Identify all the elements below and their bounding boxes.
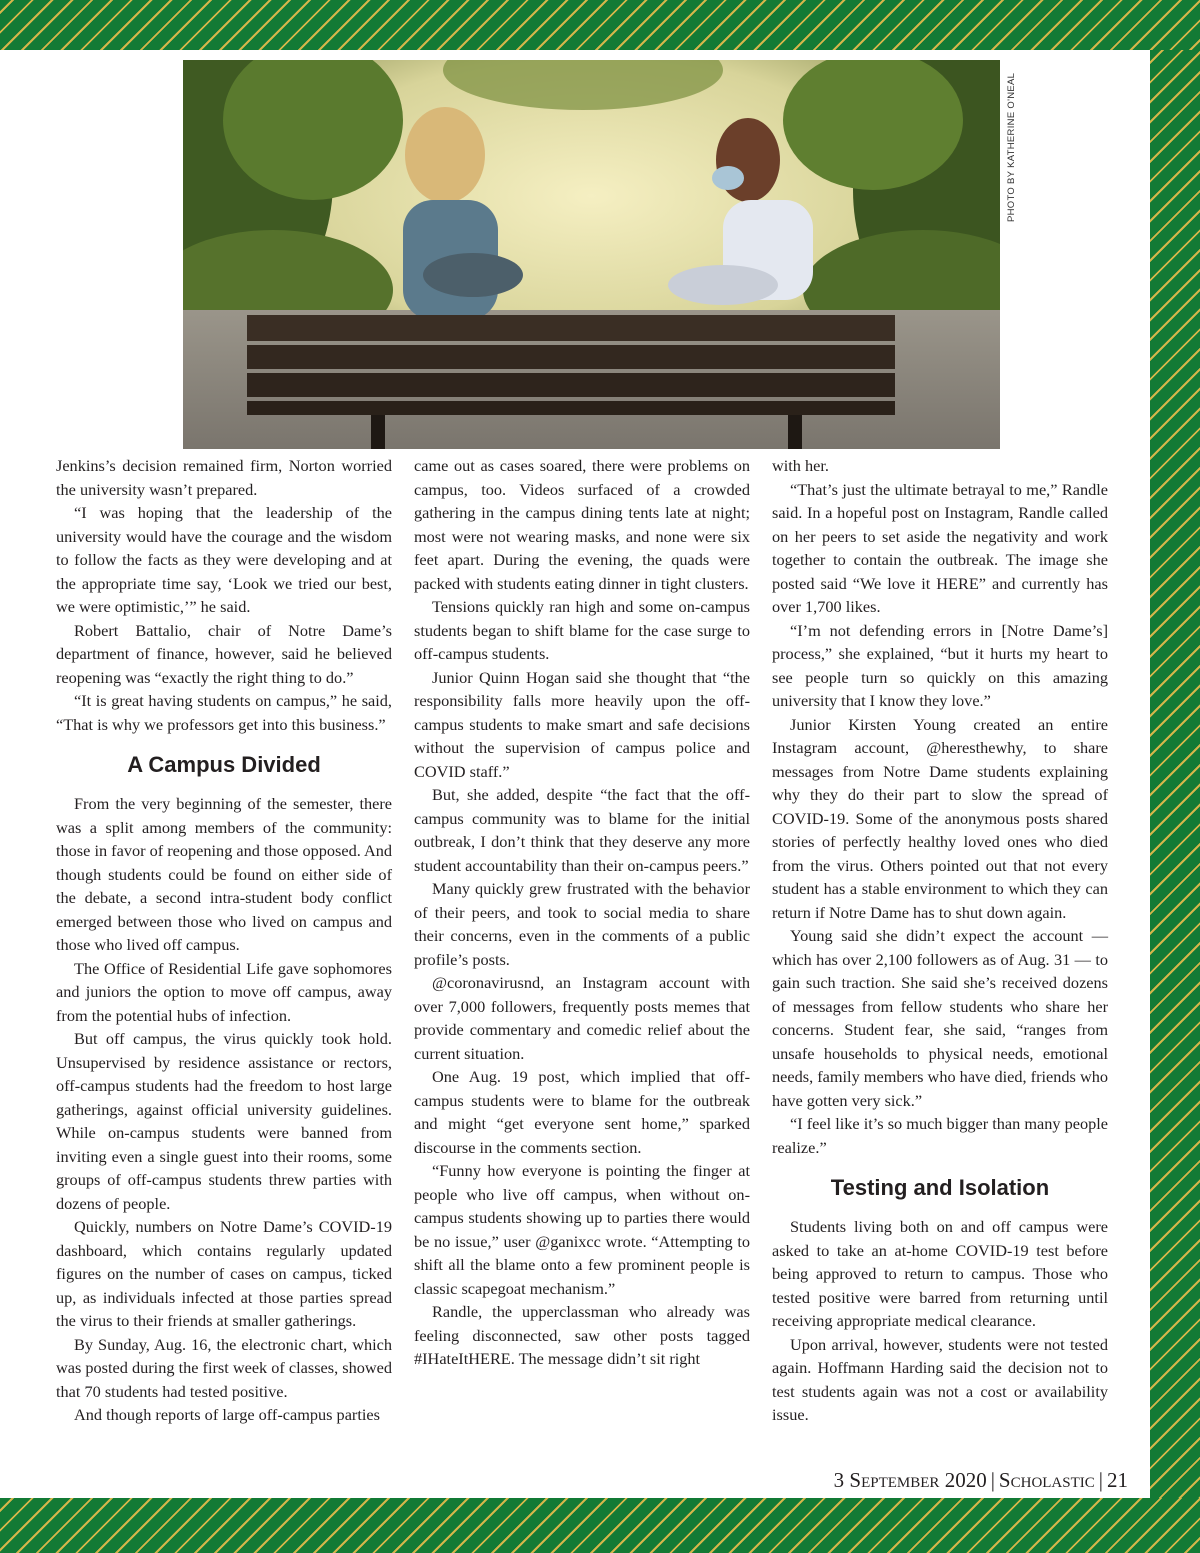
paragraph: came out as cases soared, there were problems on campus, too. Videos surfaced of a crowded gathering in the campus dining tents late at night; most were not wearing masks, and none were six feet apart. During the evening, the quads were packed with students eating dinner in tight clusters. xyxy=(414,456,750,593)
paragraph: Tensions quickly ran high and some on-campus students began to shift blame for the case surge to off-campus students. xyxy=(414,597,750,663)
paragraph: Junior Kirsten Young created an entire Instagram account, @heresthewhy, to share messages from Notre Dame students explaining why they do their part to slow the spread of COVID-19. Some of the anonymous posts shared stories of perfectly healthy loved ones who died from the virus. Others pointed out that not every student has a stable environment to which they can return if Notre Dame has to shut down again. xyxy=(772,714,1108,922)
issue-date: 3 September 2020 xyxy=(833,1468,987,1492)
paragraph: By Sunday, Aug. 16, the electronic chart, which was posted during the first week of classes, showed that 70 students had tested positive. xyxy=(56,1334,392,1401)
photo-credit: PHOTO BY KATHERINE O'NEAL xyxy=(1006,72,1017,222)
paragraph: Junior Quinn Hogan said she thought that “the responsibility falls more heavily upon the off-campus students to make smart and safe decisions without the supervision of campus police and COVID staff.” xyxy=(414,667,750,781)
paragraph: But, she added, despite “the fact that the off-campus community was to blame for the initial outbreak, I don’t think that they deserve any more student accountability than their on-campus peers.” xyxy=(414,785,750,875)
paragraph: “That’s just the ultimate betrayal to me,” Randle said. In a hopeful post on Instagram, Randle called on her peers to set aside the negativity and work together to contain the outbreak. The image she posted said “We love it HERE” and currently has over 1,700 likes. xyxy=(772,479,1108,616)
paragraph: Randle, the upperclassman who already was feeling disconnected, saw other posts tagged #IHateItHERE. The message didn’t sit right xyxy=(414,1302,750,1368)
paragraph: “I’m not defending errors in [Notre Dame’s] process,” she explained, “but it hurts my heart to see people turn so quickly on this amazing university that I know they love.” xyxy=(772,620,1108,710)
right-border xyxy=(1150,50,1200,1498)
paragraph: Robert Battalio, chair of Notre Dame’s department of finance, however, said he believed reopening was “exactly the right thing to do.” xyxy=(56,620,392,687)
paragraph: The Office of Residential Life gave sophomores and juniors the option to move off campus, away from the potential hubs of infection. xyxy=(56,958,392,1025)
paragraph: Young said she didn’t expect the account — which has over 2,100 followers as of Aug. 31 — to gain such traction. She said she’s received dozens of messages from fellow students who share her concerns. Student fear, she said, “ranges from unsafe households to physical needs, emotional needs, family members who have died, friends who have gotten very sick.” xyxy=(772,926,1108,1110)
paragraph: Jenkins’s decision remained firm, Norton worried the university wasn’t prepared. xyxy=(56,456,392,499)
section-heading: A Campus Divided xyxy=(127,752,321,777)
paragraph: @coronavirusnd, an Instagram account with over 7,000 followers, frequently posts memes that provide commentary and comedic relief about the current situation. xyxy=(414,973,750,1063)
paragraph: But off campus, the virus quickly took hold. Unsupervised by residence assistance or rectors, off-campus students had the freedom to host large gatherings, against official university guidelines. While on-campus students were banned from inviting even a single guest into their rooms, some groups of off-campus students threw parties with dozens of people. xyxy=(56,1029,392,1213)
paragraph: “I feel like it’s so much bigger than many people realize.” xyxy=(772,1114,1108,1157)
paragraph: Many quickly grew frustrated with the behavior of their peers, and took to social media to share their concerns, even in the comments of a public profile’s posts. xyxy=(414,879,750,969)
paragraph: One Aug. 19 post, which implied that off-campus students were to blame for the outbreak and might “get everyone sent home,” sparked discourse in the comments section. xyxy=(414,1067,750,1157)
paragraph: Quickly, numbers on Notre Dame’s COVID-19 dashboard, which contains regularly updated figures on the number of cases on campus, ticked up, as individuals infected at those parties spread the virus to their friends at smaller gatherings. xyxy=(56,1217,392,1330)
page-footer: 3 September 2020 | Scholastic | 21 xyxy=(833,1468,1128,1492)
bottom-border xyxy=(0,1498,1200,1553)
paragraph: “It is great having students on campus,” he said, “That is why we professors get into this business.” xyxy=(56,691,392,734)
paragraph: And though reports of large off-campus parties xyxy=(74,1405,380,1424)
bench-photo xyxy=(183,60,1000,449)
article-column-3 xyxy=(772,454,1108,1427)
section-heading: Testing and Isolation xyxy=(830,1175,1050,1200)
paragraph: From the very beginning of the semester, there was a split among members of the community: those in favor of reopening and those opposed. And though students could be found on either side of the debate, a second intra-student body conflict emerged between those who lived on campus and those who lived off campus. xyxy=(56,794,392,954)
paragraph: Upon arrival, however, students were not tested again. Hoffmann Harding said the decision not to test students again was not a cost or availability issue. xyxy=(772,1334,1108,1424)
paragraph: with her. xyxy=(772,456,829,475)
article-column-2 xyxy=(414,454,750,1371)
publication-name: Scholastic xyxy=(998,1468,1095,1492)
paragraph: “Funny how everyone is pointing the finger at people who live off campus, when without on-campus students showing up to parties there would be no issue,” user @ganixcc wrote. “Attempting to shift all the blame onto a few prominent people is classic scapegoat mechanism.” xyxy=(414,1161,750,1298)
top-border xyxy=(0,0,1200,50)
article-column-1 xyxy=(56,454,392,1427)
page-number: 21 xyxy=(1107,1468,1128,1492)
paragraph: “I was hoping that the leadership of the university would have the courage and the wisdom to follow the facts as they were developing and at the appropriate time say, ‘Look we tried our best, we were optimistic,’” he said. xyxy=(56,503,392,616)
paragraph: Students living both on and off campus were asked to take an at-home COVID-19 test before being approved to return to campus. Those who tested positive were barred from returning until receiving appropriate medical clearance. xyxy=(772,1217,1108,1330)
